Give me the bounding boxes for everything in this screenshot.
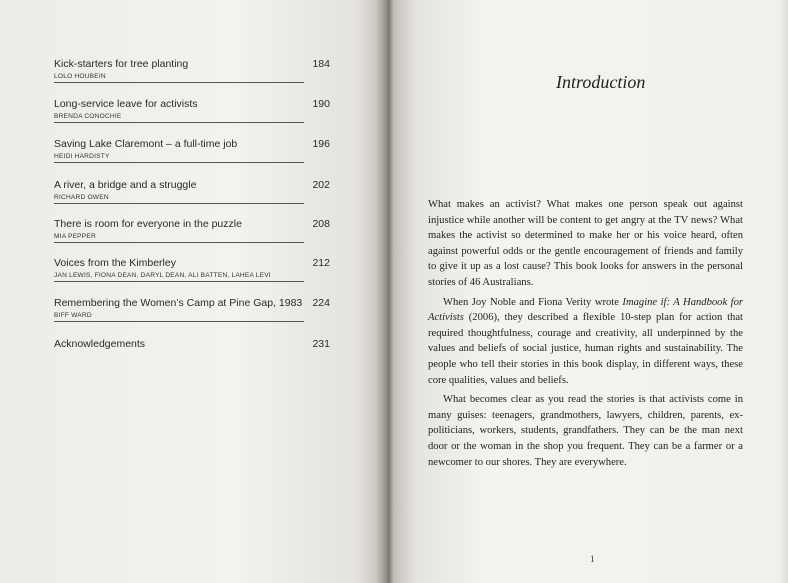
toc-entry-author: HEIDI HARDISTY	[54, 153, 110, 160]
toc-divider	[54, 242, 304, 243]
toc-divider	[54, 162, 304, 163]
toc-entry	[54, 179, 330, 204]
toc-divider	[54, 321, 304, 322]
toc-entry-page: 231	[312, 338, 330, 350]
chapter-heading: Introduction	[556, 72, 646, 92]
toc-entry-author: BIFF WARD	[54, 312, 92, 319]
toc-entry	[54, 257, 330, 282]
toc-entry-author: RICHARD OWEN	[54, 194, 109, 201]
book-title-italic: Imagine if: A Handbook for Activists	[428, 296, 744, 324]
toc-entry-title: Saving Lake Claremont – a full-time job	[54, 138, 238, 150]
toc-entry-page: 190	[312, 98, 330, 110]
toc-entry-author: LOLO HOUBEIN	[54, 73, 106, 80]
toc-entry	[54, 297, 330, 322]
toc-entry-title: A river, a bridge and a struggle	[54, 179, 197, 191]
toc-entry-author: JAN LEWIS, FIONA DEAN, DARYL DEAN, ALI BATTEN, LAHEA LEVI	[54, 272, 271, 279]
paragraph	[428, 295, 743, 389]
page-number: 1	[590, 554, 595, 564]
page-edge	[778, 0, 788, 583]
toc-divider	[54, 203, 304, 204]
toc-entry	[54, 98, 330, 123]
toc-entry-page: 202	[312, 179, 330, 191]
toc-divider	[54, 82, 304, 83]
toc-entry-title: Long-service leave for activists	[54, 98, 198, 110]
toc-entry-page: 212	[312, 257, 330, 269]
toc-entry-author: MIA PEPPER	[54, 233, 96, 240]
toc-entry-page: 196	[312, 138, 330, 150]
paragraph-text: When Joy Noble and Fiona Verity wrote	[443, 296, 623, 308]
toc-entry	[54, 138, 330, 163]
toc-entry-title: Voices from the Kimberley	[54, 257, 176, 269]
toc-divider	[54, 122, 304, 123]
toc-entry-page: 224	[312, 297, 330, 309]
toc-entry	[54, 58, 330, 83]
toc-entry-page: 184	[312, 58, 330, 70]
toc-entry	[54, 218, 330, 243]
paragraph: What makes an activist? What makes one person speak out against injustice while another will be content to get angry at the TV news? What makes the activist so determined to make her or his voice heard, often against powerful odds or the gentle encouragement of friends and family to give it up as a lost cause? This book looks for answers in the personal stories of 46 Australians.	[428, 199, 743, 288]
toc-entry-page: 208	[312, 218, 330, 230]
chapter-body	[428, 197, 743, 470]
book-gutter	[376, 0, 394, 583]
left-page-contents	[0, 0, 388, 583]
paragraph-text: (2006), they described a flexible 10-step plan for action that required thoughtfulness, courage and creativity, all underpinned by the values and beliefs of social justice, human rights and sustainability. The people who tell their stories in this book display, in different ways, these core qualities, values and beliefs.	[428, 312, 743, 386]
toc-entry	[54, 338, 330, 350]
paragraph: What becomes clear as you read the stories is that activists come in many guises: teenagers, grandmothers, lawyers, children, parents, ex-politicians, workers, students, grandfathers. They can be the man next door or the woman in the shop you frequent. They can be a farmer or a newcomer to our shores. They are everywhere.	[428, 394, 743, 468]
toc-entry-title: Kick-starters for tree planting	[54, 58, 189, 70]
toc-entry-author: BRENDA CONOCHIE	[54, 113, 122, 120]
toc-entry-title: Acknowledgements	[54, 338, 146, 350]
toc-divider	[54, 281, 304, 282]
toc-entry-title: There is room for everyone in the puzzle	[54, 218, 242, 230]
toc-entry-title: Remembering the Women’s Camp at Pine Gap, 1983	[54, 297, 303, 309]
